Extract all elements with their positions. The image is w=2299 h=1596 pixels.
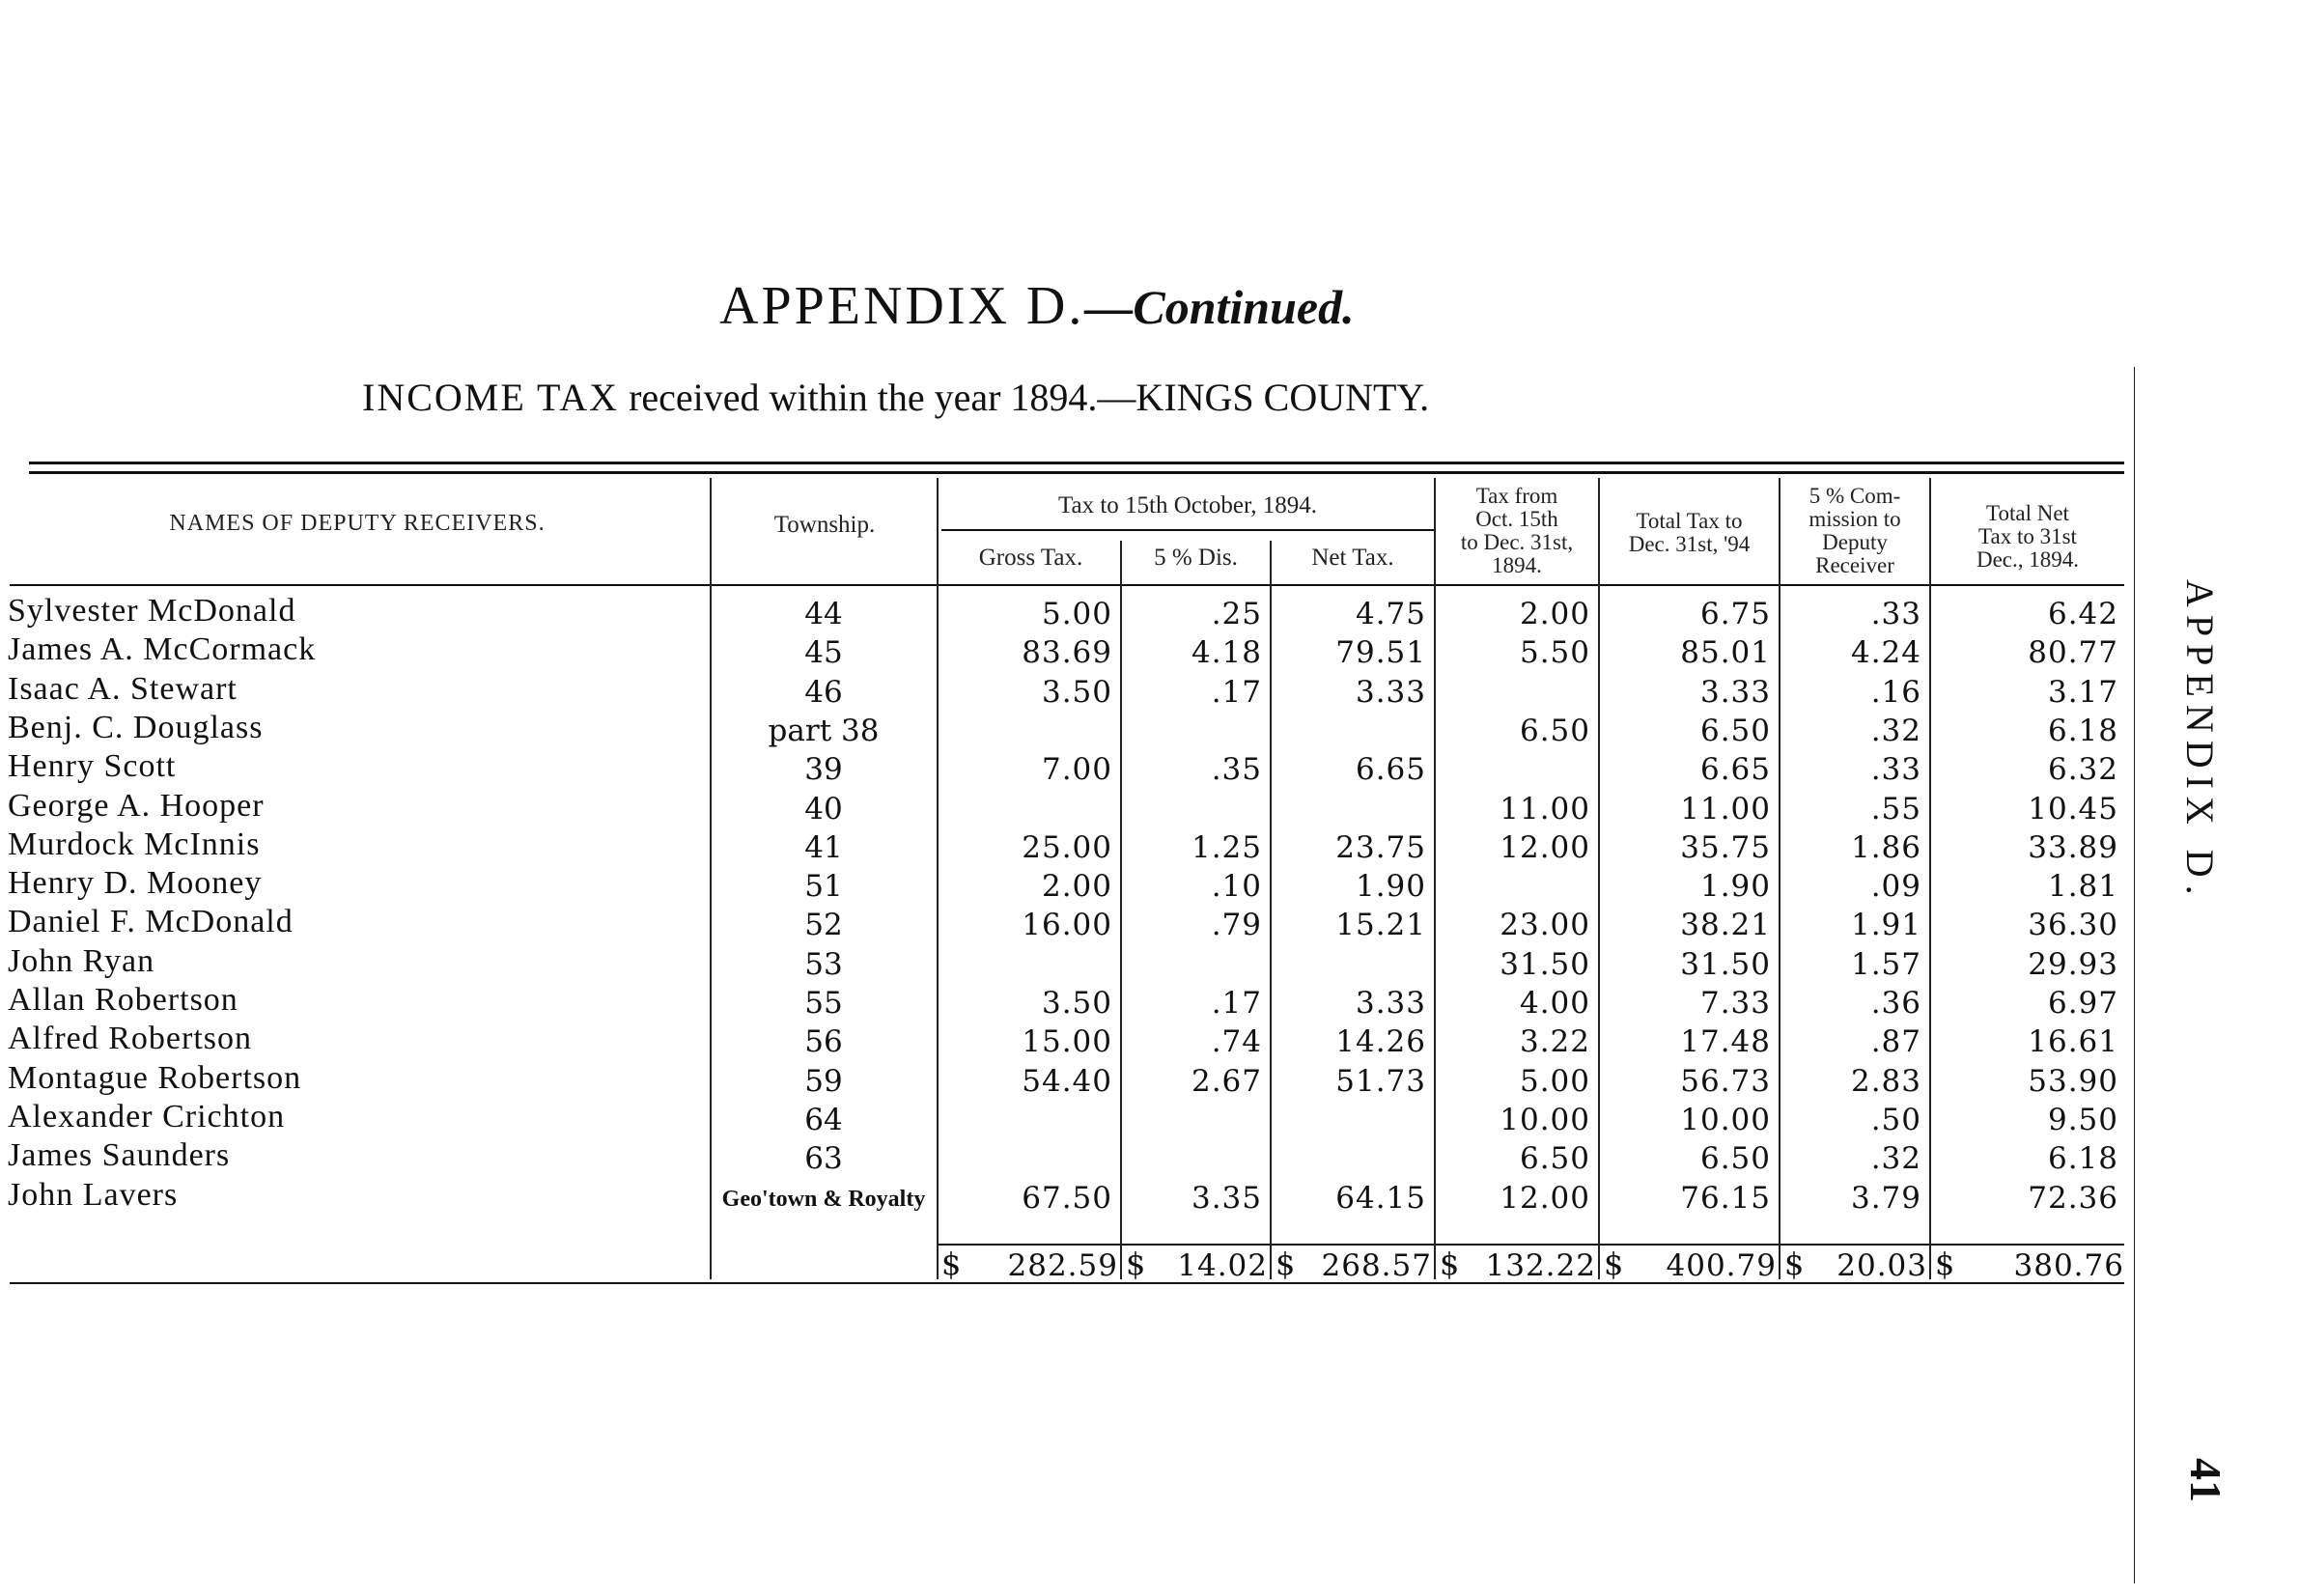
gross-tax-cell: 67.50 bbox=[1022, 1181, 1112, 1216]
tax-from-cell: 10.00 bbox=[1500, 1103, 1590, 1137]
header-total-tax bbox=[1600, 510, 1779, 556]
header-commission-line2: mission to bbox=[1808, 507, 1901, 531]
net-tax-cell: 3.33 bbox=[1355, 675, 1426, 710]
township-cell: 55 bbox=[804, 986, 843, 1021]
township-cell: 56 bbox=[804, 1024, 843, 1059]
net-tax-cell: 6.65 bbox=[1355, 752, 1426, 787]
net-tax-cell: 51.73 bbox=[1335, 1064, 1426, 1099]
commission-cell: 1.91 bbox=[1850, 908, 1921, 942]
total-net-cell: 6.32 bbox=[2047, 752, 2118, 787]
total-tax-cell: 56.73 bbox=[1680, 1064, 1771, 1099]
receiver-name: Allan Robertson bbox=[8, 982, 238, 1018]
gross-tax-cell: 7.00 bbox=[1041, 752, 1112, 787]
total-net-cell: 10.45 bbox=[2028, 792, 2118, 826]
township-cell: 52 bbox=[804, 908, 843, 942]
receiver-name: Daniel F. McDonald bbox=[8, 904, 294, 939]
gross-tax-cell: 25.00 bbox=[1022, 830, 1112, 865]
total-net-cell: 53.90 bbox=[2028, 1064, 2118, 1099]
receiver-name: George A. Hooper bbox=[8, 788, 265, 824]
commission-cell: .16 bbox=[1870, 675, 1921, 710]
net-tax-cell: 4.75 bbox=[1355, 597, 1426, 631]
township-cell: part 38 bbox=[768, 714, 880, 748]
total-tax-cell: 6.75 bbox=[1699, 597, 1771, 631]
net-tax-cell: 1.90 bbox=[1355, 869, 1426, 904]
tax-from-cell: 6.50 bbox=[1519, 714, 1590, 748]
commission-cell: .55 bbox=[1870, 792, 1921, 826]
header-tax-from-line3: to Dec. 31st, bbox=[1460, 530, 1574, 554]
commission-cell: 4.24 bbox=[1850, 635, 1921, 670]
receiver-name: Montague Robertson bbox=[8, 1060, 302, 1096]
township-cell: 40 bbox=[804, 792, 843, 826]
total-net-cell: 1.81 bbox=[2047, 869, 2118, 904]
totals-total: 400.79 bbox=[1666, 1248, 1777, 1283]
commission-cell: .32 bbox=[1870, 1141, 1921, 1176]
header-township: Township. bbox=[773, 512, 876, 538]
net-tax-cell: 3.33 bbox=[1355, 986, 1426, 1021]
gross-tax-cell: 5.00 bbox=[1041, 597, 1112, 631]
tax-from-cell: 4.00 bbox=[1519, 986, 1590, 1021]
total-tax-cell: 11.00 bbox=[1680, 792, 1771, 826]
receiver-name: Sylvester McDonald bbox=[8, 593, 296, 629]
header-total-net-line3: Dec., 1894. bbox=[1976, 547, 2080, 572]
receiver-name: James A. McCormack bbox=[8, 631, 317, 667]
totals-comm: 20.03 bbox=[1836, 1248, 1927, 1283]
receiver-name: Benj. C. Douglass bbox=[8, 710, 264, 745]
discount-cell: .74 bbox=[1211, 1024, 1262, 1059]
tax-from-cell: 5.00 bbox=[1519, 1064, 1590, 1099]
total-tax-cell: 17.48 bbox=[1680, 1024, 1771, 1059]
totals-from: 132.22 bbox=[1485, 1248, 1596, 1283]
page-subtitle bbox=[362, 375, 1429, 420]
net-tax-cell: 23.75 bbox=[1335, 830, 1426, 865]
township-cell: 39 bbox=[804, 752, 843, 787]
discount-cell: .17 bbox=[1211, 986, 1262, 1021]
township-cell: 46 bbox=[804, 675, 843, 710]
township-cell: 53 bbox=[804, 947, 843, 982]
gross-tax-cell: 54.40 bbox=[1022, 1064, 1112, 1099]
tax-from-cell: 5.50 bbox=[1519, 635, 1590, 670]
discount-cell: .79 bbox=[1211, 908, 1262, 942]
total-net-cell: 33.89 bbox=[2028, 830, 2118, 865]
receiver-name: Henry D. Mooney bbox=[8, 865, 263, 901]
total-net-cell: 3.17 bbox=[2047, 675, 2118, 710]
header-commission-line1: 5 % Com- bbox=[1808, 484, 1901, 508]
col-rule-gross bbox=[937, 478, 939, 1279]
gross-tax-cell: 3.50 bbox=[1041, 675, 1112, 710]
gross-tax-cell: 16.00 bbox=[1022, 908, 1112, 942]
subtitle-caps: INCOME TAX bbox=[362, 376, 620, 419]
gross-tax-cell: 83.69 bbox=[1022, 635, 1112, 670]
header-discount: 5 % Dis. bbox=[1154, 545, 1238, 571]
receiver-name: John Lavers bbox=[8, 1177, 179, 1213]
discount-cell: 1.25 bbox=[1191, 830, 1262, 865]
page-number: 41 bbox=[2181, 1458, 2230, 1502]
header-commission bbox=[1780, 485, 1929, 577]
total-net-cell: 16.61 bbox=[2028, 1024, 2118, 1059]
township-cell: 41 bbox=[804, 830, 843, 865]
subtitle-rest: received within the year 1894.—KINGS COUNTY. bbox=[619, 376, 1430, 419]
discount-cell: 2.67 bbox=[1191, 1064, 1262, 1099]
commission-cell: .50 bbox=[1870, 1103, 1921, 1137]
receiver-name: Isaac A. Stewart bbox=[8, 671, 238, 707]
total-net-cell: 6.97 bbox=[2047, 986, 2118, 1021]
discount-cell: .17 bbox=[1211, 675, 1262, 710]
total-tax-cell: 10.00 bbox=[1680, 1103, 1771, 1137]
gross-tax-cell: 3.50 bbox=[1041, 986, 1112, 1021]
totals-gross: 282.59 bbox=[1007, 1248, 1118, 1283]
commission-cell: 1.57 bbox=[1850, 947, 1921, 982]
totals-net: 268.57 bbox=[1321, 1248, 1432, 1283]
discount-cell: 4.18 bbox=[1191, 635, 1262, 670]
discount-cell: .25 bbox=[1211, 597, 1262, 631]
total-tax-cell: 7.33 bbox=[1699, 986, 1771, 1021]
tax-from-cell: 2.00 bbox=[1519, 597, 1590, 631]
totals-dollar-from: $ bbox=[1440, 1246, 1460, 1282]
right-margin-rule bbox=[2134, 367, 2135, 1583]
total-tax-cell: 6.50 bbox=[1699, 714, 1771, 748]
township-cell: 51 bbox=[804, 869, 843, 904]
total-net-cell: 6.18 bbox=[2047, 714, 2118, 748]
header-net-tax: Net Tax. bbox=[1311, 545, 1394, 571]
tax-from-cell: 23.00 bbox=[1500, 908, 1590, 942]
side-label: APPENDIX D. bbox=[2178, 579, 2222, 903]
header-total-net bbox=[1931, 502, 2124, 572]
table-top-rule-second bbox=[29, 471, 2124, 474]
header-total-tax-line2: Dec. 31st, '94 bbox=[1628, 532, 1751, 556]
total-net-cell: 6.18 bbox=[2047, 1141, 2118, 1176]
total-tax-cell: 35.75 bbox=[1680, 830, 1771, 865]
receiver-name: James Saunders bbox=[8, 1137, 231, 1173]
header-tax-from-line1: Tax from bbox=[1475, 484, 1558, 508]
gross-tax-cell: 2.00 bbox=[1041, 869, 1112, 904]
header-tax-from-line2: Oct. 15th bbox=[1475, 507, 1558, 531]
commission-cell: .33 bbox=[1870, 597, 1921, 631]
tax-group-rule bbox=[941, 529, 1434, 531]
receiver-name: John Ryan bbox=[8, 943, 155, 979]
net-tax-cell: 14.26 bbox=[1335, 1024, 1426, 1059]
table-top-rule bbox=[29, 462, 2124, 464]
net-tax-cell: 79.51 bbox=[1335, 635, 1426, 670]
tax-from-cell: 11.00 bbox=[1500, 792, 1590, 826]
commission-cell: .36 bbox=[1870, 986, 1921, 1021]
totals-dollar-net: $ bbox=[1276, 1246, 1296, 1282]
commission-cell: 2.83 bbox=[1850, 1064, 1921, 1099]
totals-dis: 14.02 bbox=[1177, 1248, 1268, 1283]
total-net-cell: 29.93 bbox=[2028, 947, 2118, 982]
township-cell: 64 bbox=[804, 1103, 843, 1137]
header-tax-from-line4: 1894. bbox=[1492, 553, 1542, 577]
commission-cell: .32 bbox=[1870, 714, 1921, 748]
total-net-cell: 9.50 bbox=[2047, 1103, 2118, 1137]
total-net-cell: 36.30 bbox=[2028, 908, 2118, 942]
total-tax-cell: 85.01 bbox=[1680, 635, 1771, 670]
header-tax-from bbox=[1436, 485, 1598, 577]
total-tax-cell: 1.90 bbox=[1699, 869, 1771, 904]
header-tax-group: Tax to 15th October, 1894. bbox=[1057, 492, 1318, 518]
tax-from-cell: 3.22 bbox=[1519, 1024, 1590, 1059]
totals-dollar-dis: $ bbox=[1126, 1246, 1146, 1282]
total-tax-cell: 76.15 bbox=[1680, 1181, 1771, 1216]
net-tax-cell: 64.15 bbox=[1335, 1181, 1426, 1216]
header-total-net-line2: Tax to 31st bbox=[1978, 524, 2077, 548]
net-tax-cell: 15.21 bbox=[1335, 908, 1426, 942]
total-tax-cell: 31.50 bbox=[1680, 947, 1771, 982]
total-tax-cell: 6.65 bbox=[1699, 752, 1771, 787]
commission-cell: .33 bbox=[1870, 752, 1921, 787]
tax-from-cell: 31.50 bbox=[1500, 947, 1590, 982]
receiver-name: Alfred Robertson bbox=[8, 1021, 253, 1056]
header-commission-line4: Receiver bbox=[1815, 553, 1894, 577]
gross-tax-cell: 15.00 bbox=[1022, 1024, 1112, 1059]
total-tax-cell: 6.50 bbox=[1699, 1141, 1771, 1176]
totals-dollar-nettotal: $ bbox=[1935, 1246, 1955, 1282]
discount-cell: .10 bbox=[1211, 869, 1262, 904]
commission-cell: .87 bbox=[1870, 1024, 1921, 1059]
totals-dollar-total: $ bbox=[1604, 1246, 1624, 1282]
total-tax-cell: 38.21 bbox=[1680, 908, 1771, 942]
commission-cell: 1.86 bbox=[1850, 830, 1921, 865]
township-cell: 45 bbox=[804, 635, 843, 670]
township-cell: 44 bbox=[804, 597, 843, 631]
total-net-cell: 6.42 bbox=[2047, 597, 2118, 631]
township-cell: 59 bbox=[804, 1064, 843, 1099]
header-gross-tax: Gross Tax. bbox=[978, 545, 1083, 571]
commission-cell: 3.79 bbox=[1850, 1181, 1921, 1216]
total-net-cell: 80.77 bbox=[2028, 635, 2118, 670]
receiver-name: Alexander Crichton bbox=[8, 1099, 286, 1134]
receiver-name: Murdock McInnis bbox=[8, 826, 261, 862]
commission-cell: .09 bbox=[1870, 869, 1921, 904]
title-main: APPENDIX D. bbox=[719, 276, 1085, 336]
totals-dollar-gross: $ bbox=[941, 1246, 962, 1282]
header-total-tax-line1: Total Tax to bbox=[1636, 509, 1743, 533]
totals-dollar-comm: $ bbox=[1784, 1246, 1805, 1282]
col-rule-township bbox=[710, 478, 712, 1279]
title-continued: —Continued. bbox=[1084, 280, 1355, 334]
discount-cell: .35 bbox=[1211, 752, 1262, 787]
header-commission-line3: Deputy bbox=[1822, 530, 1888, 554]
header-names: NAMES OF DEPUTY RECEIVERS. bbox=[169, 511, 546, 536]
total-net-cell: 72.36 bbox=[2028, 1181, 2118, 1216]
page-title bbox=[719, 275, 1355, 337]
tax-from-cell: 6.50 bbox=[1519, 1141, 1590, 1176]
header-total-net-line1: Total Net bbox=[1986, 501, 2069, 525]
tax-from-cell: 12.00 bbox=[1500, 830, 1590, 865]
totals-net-total: 380.76 bbox=[2013, 1248, 2124, 1283]
township-cell: 63 bbox=[804, 1141, 843, 1176]
header-bottom-rule bbox=[10, 584, 2124, 586]
tax-from-cell: 12.00 bbox=[1500, 1181, 1590, 1216]
township-cell: Geo'town & Royalty bbox=[721, 1187, 926, 1212]
receiver-name: Henry Scott bbox=[8, 748, 177, 784]
total-tax-cell: 3.33 bbox=[1699, 675, 1771, 710]
discount-cell: 3.35 bbox=[1191, 1181, 1262, 1216]
